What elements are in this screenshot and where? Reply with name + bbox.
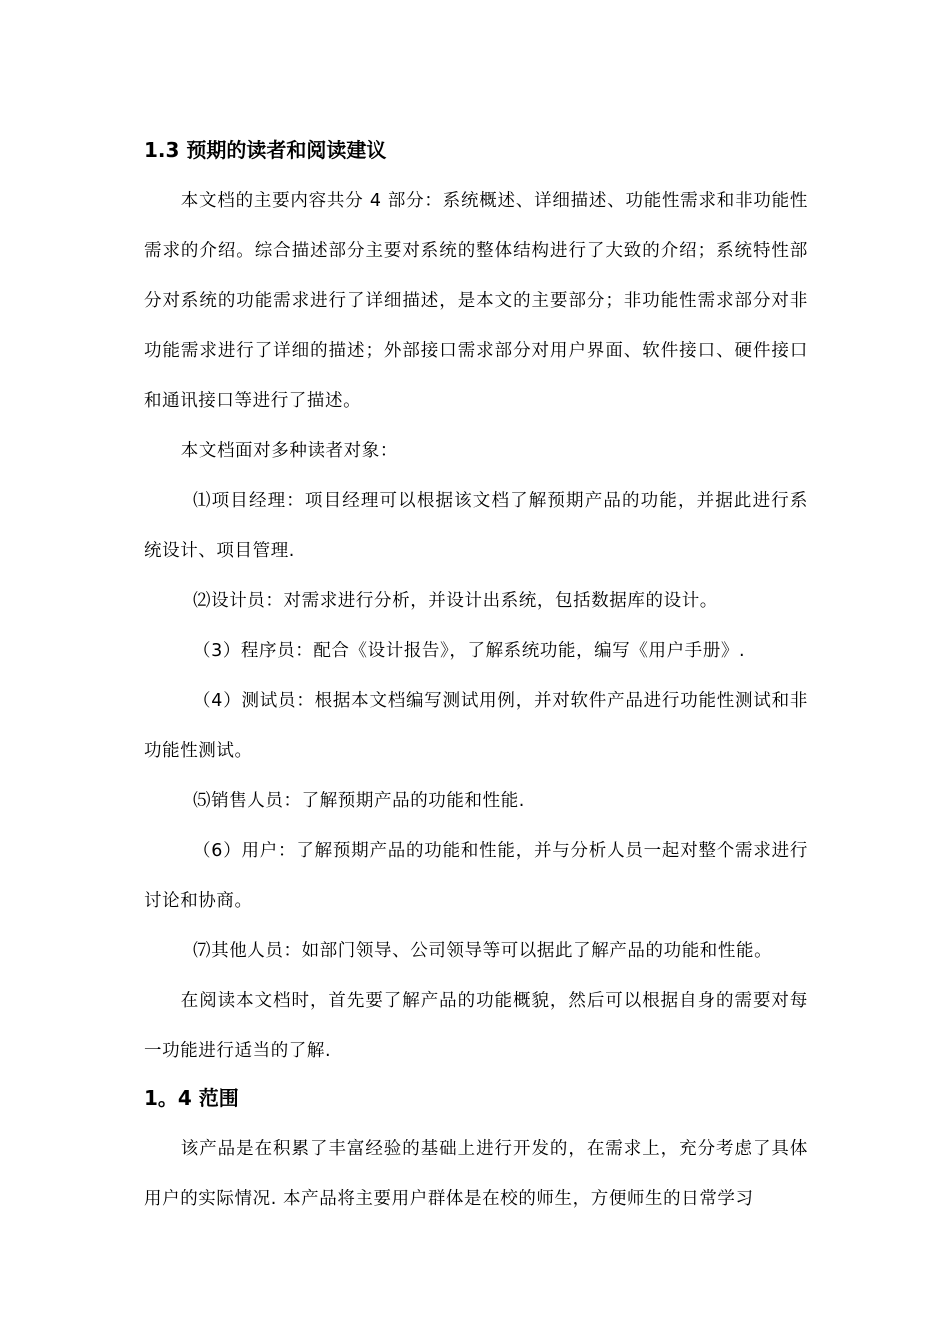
- paragraph-reading-advice: 在阅读本文档时，首先要了解产品的功能概貌，然后可以根据自身的需要对每一功能进行适当的了解.: [144, 991, 808, 1061]
- reader-item-sales: ⑸销售人员：了解预期产品的功能和性能.: [193, 791, 525, 811]
- reader-item-user: （6）用户：了解预期产品的功能和性能，并与分析人员一起对整个需求进行讨论和协商。: [144, 841, 808, 911]
- reader-item-designer: ⑵设计员：对需求进行分析，并设计出系统，包括数据库的设计。: [193, 591, 718, 611]
- section-heading-1-4: 1。4 范围: [144, 1086, 239, 1110]
- paragraph-scope: 该产品是在积累了丰富经验的基础上进行开发的，在需求上，充分考虑了具体用户的实际情况. 本产品将主要用户群体是在校的师生，方便师生的日常学习: [144, 1139, 808, 1209]
- document-page: [144, 128, 808, 1224]
- section-heading-1-3: 1.3 预期的读者和阅读建议: [144, 138, 387, 162]
- paragraph-content-overview: 本文档的主要内容共分 4 部分：系统概述、详细描述、功能性需求和非功能性需求的介绍。综合描述部分主要对系统的整体结构进行了大致的介绍；系统特性部分对系统的功能需求进行了详细描述，是本文的主要部分；非功能性需求部分对非功能需求进行了详细的描述；外部接口需求部分对用户界面、软件接口、硬件接口和通讯接口等进行了描述。: [144, 191, 808, 411]
- reader-item-project-manager: ⑴项目经理：项目经理可以根据该文档了解预期产品的功能，并据此进行系统设计、项目管理.: [144, 491, 808, 561]
- reader-item-programmer: （3）程序员：配合《设计报告》，了解系统功能，编写《用户手册》.: [193, 641, 746, 661]
- reader-item-tester: （4）测试员：根据本文档编写测试用例，并对软件产品进行功能性测试和非功能性测试。: [144, 691, 808, 761]
- reader-item-others: ⑺其他人员：如部门领导、公司领导等可以据此了解产品的功能和性能。: [193, 941, 773, 961]
- paragraph-readers-intro: 本文档面对多种读者对象：: [180, 441, 398, 461]
